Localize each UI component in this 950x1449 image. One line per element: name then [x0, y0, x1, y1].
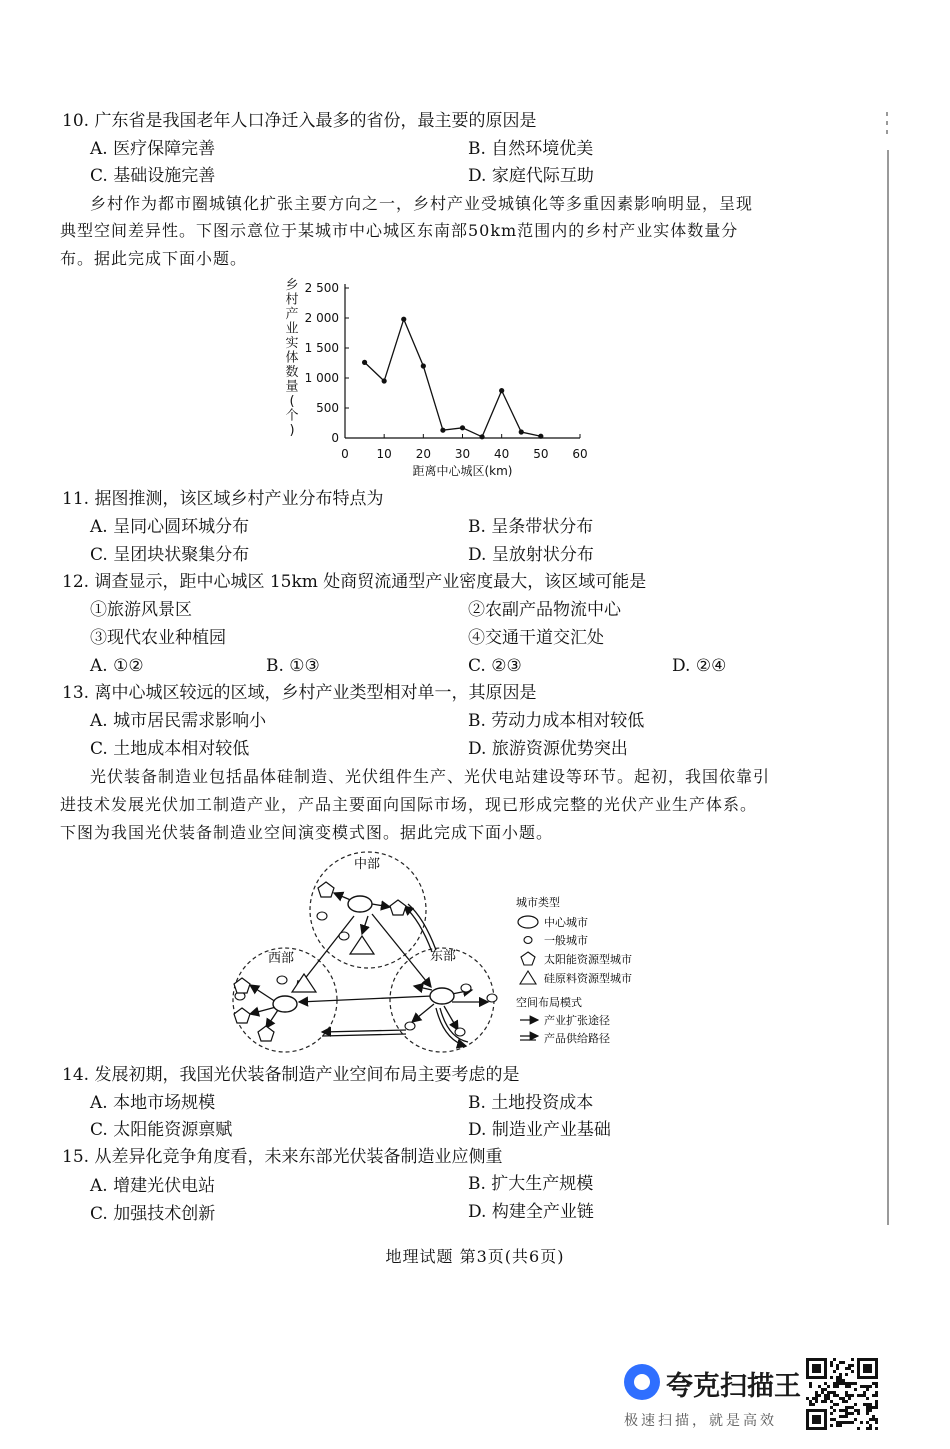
brand-subtitle: 极速扫描，就是高效 [624, 1413, 777, 1429]
q11-option-a: A. 呈同心圆环城分布 [90, 517, 250, 537]
x-tick-label: 20 [415, 447, 431, 461]
margin-dash [886, 130, 888, 134]
brand-title: 夸克扫描王 [666, 1371, 801, 1402]
chart-series [362, 317, 543, 440]
legend-center-city-icon [518, 916, 538, 928]
passage2-line: 进技术发展光伏加工制造产业，产品主要面向国际市场，现已形成完整的光伏产业生产体系。 [60, 795, 758, 814]
scanner-watermark [622, 1360, 802, 1440]
q12-option-a: A. ①② [90, 656, 144, 676]
legend-silicon-city-icon [520, 971, 536, 984]
general-city [339, 932, 349, 940]
q14-option-a: A. 本地市场规模 [90, 1093, 216, 1113]
q15-option-c: C. 加强技术创新 [90, 1204, 216, 1224]
solar-city [318, 882, 334, 897]
expansion-arrow [250, 1007, 276, 1014]
q13-option-a: A. 城市居民需求影响小 [90, 711, 267, 731]
expansion-arrow [414, 986, 432, 990]
q14-option-c: C. 太阳能资源禀赋 [90, 1120, 233, 1140]
supply-arrow [440, 1008, 468, 1042]
q10-option-b: B. 自然环境优美 [468, 139, 594, 159]
q12-stem: 12. 调查显示，距中心城区 15km 处商贸流通型产业密度最大，该区域可能是 [62, 572, 647, 592]
q12-item-1: ①旅游风景区 [90, 600, 192, 620]
q13-option-c: C. 土地成本相对较低 [90, 739, 250, 759]
supply-arrow [404, 906, 432, 952]
legend-expansion: 产业扩张途径 [544, 1014, 610, 1027]
legend-solar-city: 太阳能资源型城市 [544, 953, 632, 966]
center-city [273, 996, 297, 1012]
label-west: 西部 [268, 951, 295, 966]
expansion-arrow [444, 1006, 458, 1030]
q14-option-d: D. 制造业产业基础 [468, 1120, 611, 1140]
q12-option-c: C. ②③ [468, 656, 522, 676]
line-chart [270, 275, 610, 485]
expansion-arrow [362, 916, 368, 934]
q15-stem: 15. 从差异化竞争角度看，未来东部光伏装备制造业应侧重 [62, 1147, 503, 1167]
data-point [499, 388, 504, 393]
expansion-arrow [372, 904, 390, 907]
q15-option-a: A. 增建光伏电站 [90, 1176, 216, 1196]
legend-layout-title: 空间布局模式 [516, 996, 582, 1009]
q11-option-d: D. 呈放射状分布 [468, 545, 594, 565]
general-city [317, 912, 327, 920]
passage1-line: 典型空间差异性。下图示意位于某城市中心城区东南部50km范围内的乡村产业实体数量分 [60, 221, 739, 240]
q11-stem: 11. 据图推测，该区域乡村产业分布特点为 [62, 489, 384, 509]
qr-code-icon [806, 1358, 878, 1430]
q12-option-b: B. ①③ [266, 656, 320, 676]
q14-option-b: B. 土地投资成本 [468, 1093, 594, 1113]
q12-item-4: ④交通干道交汇处 [468, 628, 604, 648]
data-point [382, 378, 387, 383]
solar-city [258, 1026, 274, 1041]
margin-dash [886, 112, 888, 116]
general-city [487, 994, 497, 1002]
q10-option-a: A. 医疗保障完善 [90, 139, 216, 159]
data-point [479, 434, 484, 439]
data-point [538, 434, 543, 439]
passage1-line: 布。据此完成下面小题。 [60, 249, 248, 268]
q12-item-3: ③现代农业种植园 [90, 628, 226, 648]
expansion-arrow [299, 996, 432, 1002]
x-tick-label: 60 [572, 447, 588, 461]
series-line [365, 319, 541, 437]
general-city [277, 976, 287, 984]
legend-general-city: 一般城市 [544, 934, 588, 947]
chart-ticks [305, 281, 588, 461]
y-tick-label: 0 [331, 431, 339, 445]
q13-option-d: D. 旅游资源优势突出 [468, 739, 628, 759]
x-tick-label: 50 [533, 447, 549, 461]
q10-stem: 10. 广东省是我国老年人口净迁入最多的省份，最主要的原因是 [62, 111, 537, 131]
expansion-arrow [412, 1004, 434, 1022]
x-tick-label: 10 [376, 447, 392, 461]
y-tick-label: 1 000 [304, 371, 339, 385]
q15-option-b: B. 扩大生产规模 [468, 1174, 594, 1194]
quark-logo-icon [624, 1364, 660, 1400]
page-footer: 地理试题 第3页(共6页) [385, 1247, 565, 1266]
data-point [421, 363, 426, 368]
q13-stem: 13. 离中心城区较远的区域，乡村产业类型相对单一，其原因是 [62, 683, 537, 703]
x-tick-label: 40 [494, 447, 510, 461]
diagram-legend [516, 895, 632, 1045]
passage2-line: 光伏装备制造业包括晶体硅制造、光伏组件生产、光伏电站建设等环节。起初，我国依靠引 [90, 767, 771, 786]
x-tick-label: 30 [454, 447, 471, 461]
center-city [430, 988, 454, 1004]
q10-option-c: C. 基础设施完善 [90, 166, 216, 186]
data-point [440, 428, 445, 433]
q15-option-d: D. 构建全产业链 [468, 1202, 594, 1222]
q12-item-2: ②农副产品物流中心 [468, 600, 621, 620]
expansion-arrow [250, 985, 276, 1002]
q13-option-b: B. 劳动力成本相对较低 [468, 711, 645, 731]
supply-arrow [408, 904, 436, 950]
passage2-line: 下图为我国光伏装备制造业空间演变模式图。据此完成下面小题。 [60, 823, 554, 842]
center-city [348, 896, 372, 912]
general-city [455, 1028, 465, 1036]
expansion-arrow [372, 914, 431, 987]
silicon-city [292, 974, 316, 992]
supply-arrow [322, 1034, 406, 1036]
margin-rule [887, 150, 889, 1225]
solar-city [234, 1008, 250, 1023]
q11-option-c: C. 呈团块状聚集分布 [90, 545, 250, 565]
legend-center-city: 中心城市 [544, 916, 588, 929]
label-central: 中部 [354, 857, 381, 872]
x-tick-label: 0 [341, 447, 349, 461]
q12-option-d: D. ②④ [672, 656, 727, 676]
general-city [405, 1022, 415, 1030]
legend-city-type-title: 城市类型 [516, 896, 560, 909]
spatial-evolution-diagram [220, 850, 660, 1062]
general-city [461, 984, 471, 992]
solar-city [390, 900, 406, 915]
y-tick-label: 1 500 [304, 341, 339, 355]
chart-axes [345, 284, 580, 438]
legend-silicon-city: 硅原料资源型城市 [544, 972, 632, 985]
silicon-city [350, 936, 374, 954]
data-point [401, 317, 406, 322]
y-tick-label: 500 [316, 401, 339, 415]
chart-ylabel: 乡村产业实体数量(个) [285, 278, 299, 438]
expansion-arrow [266, 1010, 278, 1028]
y-tick-label: 2 000 [304, 311, 339, 325]
label-east: 东部 [430, 949, 457, 964]
data-point [362, 360, 367, 365]
q14-stem: 14. 发展初期，我国光伏装备制造产业空间布局主要考虑的是 [62, 1065, 520, 1085]
legend-supply: 产品供给路径 [544, 1032, 610, 1045]
y-tick-label: 2 500 [304, 281, 339, 295]
margin-dash [886, 121, 888, 125]
legend-solar-city-icon [521, 952, 535, 965]
data-point [460, 425, 465, 430]
passage1-line: 乡村作为都市圈城镇化扩张主要方向之一，乡村产业受城镇化等多重因素影响明显，呈现 [90, 194, 754, 213]
q10-option-d: D. 家庭代际互助 [468, 166, 594, 186]
chart-xlabel: 距离中心城区(km) [412, 464, 513, 478]
q11-option-b: B. 呈条带状分布 [468, 517, 594, 537]
data-point [519, 429, 524, 434]
legend-general-city-icon [524, 937, 532, 944]
supply-arrow [322, 1030, 406, 1032]
